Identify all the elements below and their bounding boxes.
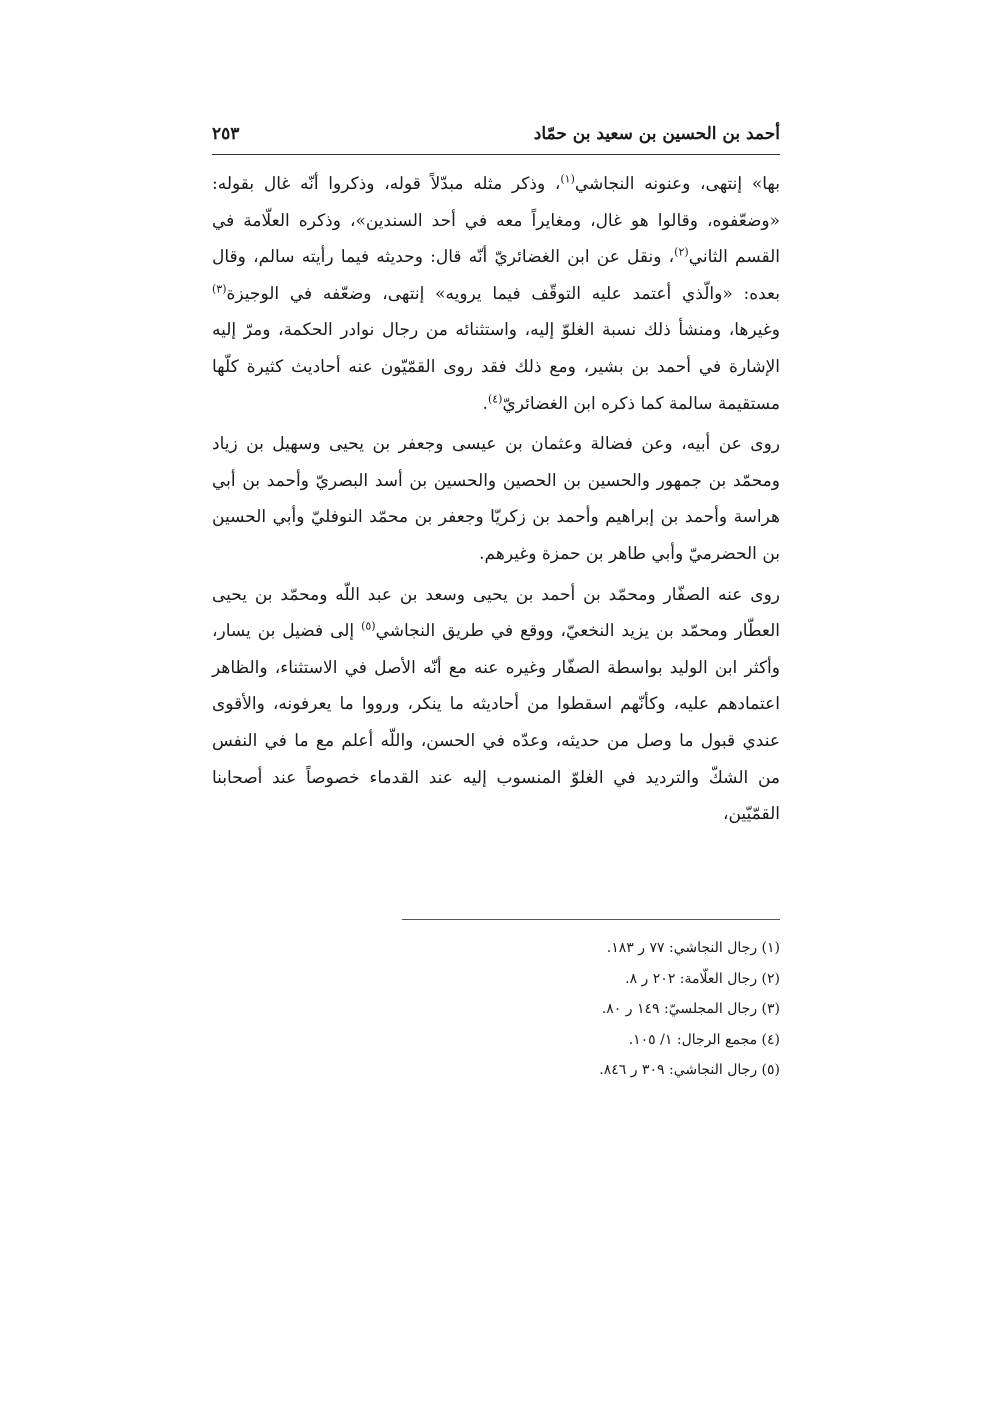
text-run: روى عنه الصفّار ومحمّد بن أحمد بن يحيى وسعد بن عبد اللّه ومحمّد بن يحيى العطّار ومحمّد بن يزيد النخعيّ، ووقع في طريق النجاشي xyxy=(212,584,780,642)
footnote-ref-2[interactable]: (٢) xyxy=(674,245,689,259)
header-rule xyxy=(212,154,780,155)
footnote-ref-5[interactable]: (٥) xyxy=(361,619,376,633)
text-run: . xyxy=(482,393,488,414)
footnote-ref-1[interactable]: (١) xyxy=(560,172,575,186)
paragraph-2 xyxy=(212,426,780,572)
text-run: ، ونقل عن ابن الغضائريّ أنّه قال: وحديثه فيما رأيته سالم، وقال بعده: «والّذي أعتمد عليه التوقّف فيما يرويه» إنتهى، وضعّفه في الوجيزة xyxy=(212,247,780,304)
text-run: ، وذكر مثله مبدّلاً قوله، وذكروا أنّه غال بقوله: «وضعّفوه، وقالوا هو غال، ومغايراً معه في أحد السندين»، وذكره العلّامة في القسم الثاني xyxy=(212,174,780,268)
text-run: وغيرها، ومنشأ ذلك نسبة الغلوّ إليه، واستثنائه من رجال نوادر الحكمة، ومرّ إليه الإشارة في أحمد بن بشير، ومع ذلك فقد روى القمّيّون عنه أحاديث كثيرة كلّها مستقيمة سالمة كما ذكره ابن الغضائريّ xyxy=(212,320,780,414)
text-run: إلى فضيل بن يسار، وأكثر ابن الوليد بواسطة الصفّار وغيره عنه مع أنّه الأصل في الاستثناء، والظاهر اعتمادهم عليه، وكأنّهم اسقطوا من أحاديثه ما ينكر، ورووا ما يعرفونه، والأقوى عندي قبول ما وصل من حديثه، وعدّه في الحسن، واللّه أعلم مع ما في النفس من الشكّ والترديد في الغلوّ المنسوب إليه عند القدماء خصوصاً عند أصحابنا القمّيّين، xyxy=(212,621,780,825)
footnote-1: (١) رجال النجاشي: ٧٧ ر ١٨٣. xyxy=(606,940,780,956)
footnote-ref-3[interactable]: (٣) xyxy=(212,282,227,296)
running-header xyxy=(212,117,780,151)
text-run: بها» إنتهى، وعنونه النجاشي xyxy=(574,174,780,194)
running-title: أحمد بن الحسين بن سعيد بن حمّاد xyxy=(533,124,780,144)
footnotes xyxy=(402,933,780,1086)
main-text xyxy=(212,166,780,833)
footnote-5: (٥) رجال النجاشي: ٣٠٩ ر ٨٤٦. xyxy=(599,1062,780,1078)
text-run: روى عن أبيه، وعن فضالة وعثمان بن عيسى وجعفر بن يحيى وسهيل بن زياد ومحمّد بن جمهور والحسين بن الحصين والحسين بن أسد البصريّ وأحمد بن أبي هراسة وأحمد بن إبراهيم وأحمد بن زكريّا وجعفر بن محمّد النوفليّ وأبي الحسين بن الحضرميّ وأبي طاهر بن حمزة وغيرهم. xyxy=(212,434,780,564)
footnote-3: (٣) رجال المجلسيّ: ١٤٩ ر ٨٠. xyxy=(601,1001,780,1017)
paragraph-3 xyxy=(212,577,780,833)
paragraph-1 xyxy=(212,166,780,422)
footnote-ref-4[interactable]: (٤) xyxy=(487,391,503,405)
footnote-separator xyxy=(402,919,780,920)
page-number: ٢٥٣ xyxy=(212,124,240,144)
footnote-4: (٤) مجمع الرجال: ١/ ١٠٥. xyxy=(628,1031,780,1048)
footnote-2: (٢) رجال العلّامة: ٢٠٢ ر ٨. xyxy=(625,970,780,987)
